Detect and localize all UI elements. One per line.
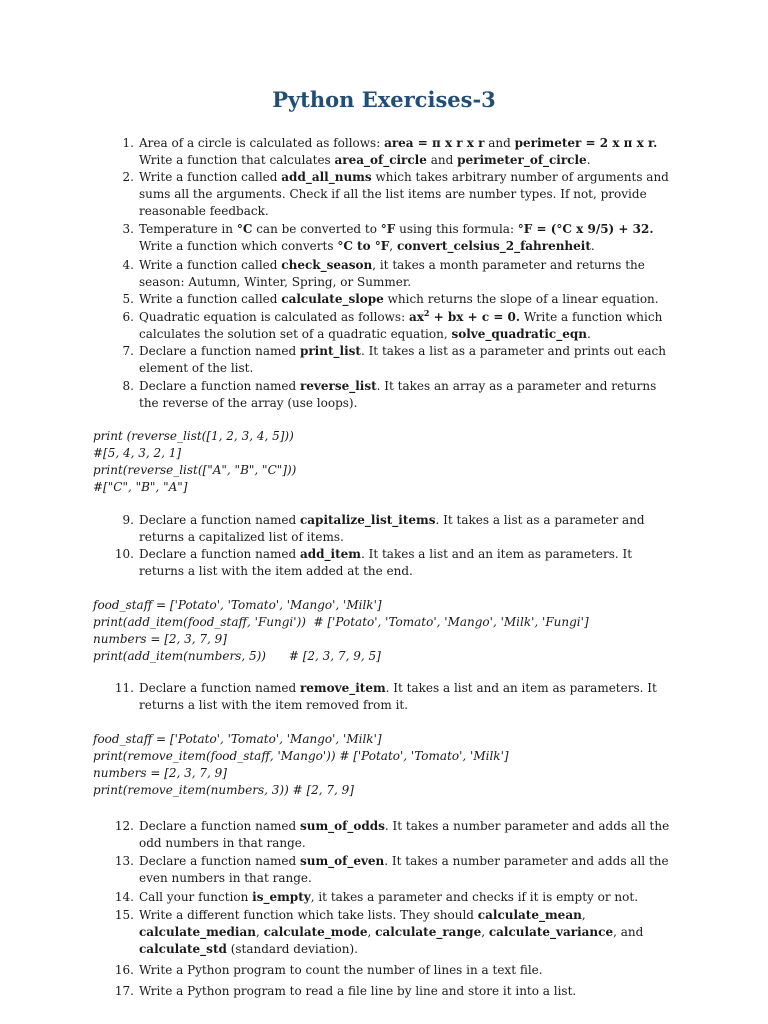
item-text: Temperature in °C can be converted to °F using this formula: °F = (°C x 9/5) + 32. Write a function which converts °C to °F, convert_celsius_2_fahrenheit. (139, 222, 654, 253)
exercise-item (108, 378, 678, 412)
code-line: print(add_item(numbers, 5)) # [2, 3, 7, 9, 5] (93, 649, 381, 663)
exercise-item (108, 546, 678, 580)
exercise-item (108, 135, 678, 169)
item-text: Declare a function named reverse_list. It takes an array as a parameter and returns the reverse of the array (use loops). (139, 379, 657, 410)
item-number: 15. (114, 908, 134, 922)
item-number: 5. (122, 292, 134, 306)
item-text: Write a function called calculate_slope which returns the slope of a linear equation. (139, 292, 659, 306)
code-line: print(add_item(food_staff, 'Fungi')) # ['Potato', 'Tomato', 'Mango', 'Milk', 'Fungi'] (93, 615, 589, 629)
item-text: Quadratic equation is calculated as follows: $ax^2$ + bx + c = 0. Write a function which calculates the solution set of a quadratic equation, solve_quadratic_eqn. (139, 308, 663, 341)
item-number: 17. (114, 984, 134, 998)
item-number: 16. (114, 963, 134, 977)
code-example (93, 731, 509, 799)
exercise-item (108, 962, 678, 979)
item-number: 13. (114, 854, 134, 868)
exercise-item (108, 680, 678, 714)
exercise-item (108, 169, 678, 220)
code-line: #[5, 4, 3, 2, 1] (93, 446, 182, 460)
item-text: Declare a function named add_item. It takes a list and an item as parameters. It returns a list with the item added at the end. (139, 547, 633, 578)
exercise-item (108, 257, 678, 291)
exercise-item (108, 907, 678, 958)
code-line: numbers = [2, 3, 7, 9] (93, 766, 227, 780)
item-text: Write a function called add_all_nums which takes arbitrary number of arguments and sums all the arguments. Check if all the list items are number types. If not, provide reasonable feedback. (139, 170, 669, 218)
item-text: Write a function called check_season, it takes a month parameter and returns the season: Autumn, Winter, Spring, or Summer. (139, 258, 645, 289)
item-number: 10. (114, 547, 134, 561)
item-number: 14. (114, 890, 134, 904)
exercise-item (108, 309, 678, 343)
item-number: 1. (122, 136, 134, 150)
item-text: Declare a function named print_list. It takes a list as a parameter and prints out each element of the list. (139, 344, 666, 375)
exercise-item (108, 983, 678, 1000)
exercise-item (108, 818, 678, 852)
code-line: print(remove_item(food_staff, 'Mango')) # ['Potato', 'Tomato', 'Milk'] (93, 749, 509, 763)
page-title: Python Exercises-3 (272, 87, 496, 112)
exercise-item (108, 291, 678, 308)
code-line: #["C", "B", "A"] (93, 480, 188, 494)
item-text: Write a Python program to count the number of lines in a text file. (139, 963, 543, 977)
item-number: 8. (122, 379, 134, 393)
item-number: 9. (122, 513, 134, 527)
code-line: numbers = [2, 3, 7, 9] (93, 632, 227, 646)
item-text: Write a different function which take lists. They should calculate_mean, calculate_median, calculate_mode, calculate_range, calculate_variance, and calculate_std (standard deviation). (139, 908, 644, 956)
item-number: 11. (114, 681, 134, 695)
code-line: print(reverse_list(["A", "B", "C"])) (93, 463, 297, 477)
code-line: print(remove_item(numbers, 3)) # [2, 7, 9] (93, 783, 354, 797)
exercise-item (108, 221, 678, 255)
item-number: 4. (122, 258, 134, 272)
item-number: 6. (122, 310, 134, 324)
item-number: 12. (114, 819, 134, 833)
code-line: food_staff = ['Potato', 'Tomato', 'Mango', 'Milk'] (93, 598, 382, 612)
code-example (93, 428, 296, 496)
code-line: print (reverse_list([1, 2, 3, 4, 5])) (93, 429, 294, 443)
code-example (93, 597, 589, 665)
item-text: Write a Python program to read a file line by line and store it into a list. (139, 984, 577, 998)
item-text: Call your function is_empty, it takes a parameter and checks if it is empty or not. (139, 890, 639, 904)
item-text: Declare a function named capitalize_list_items. It takes a list as a parameter and returns a capitalized list of items. (139, 513, 645, 544)
item-text: Declare a function named remove_item. It takes a list and an item as parameters. It returns a list with the item removed from it. (139, 681, 657, 712)
item-text: Area of a circle is calculated as follows: area = π x r x r and perimeter = 2 x π x r. Write a function that calculates area_of_circle and perimeter_of_circle. (139, 136, 658, 167)
item-number: 2. (122, 170, 134, 184)
exercise-item (108, 853, 678, 887)
exercise-item (108, 343, 678, 377)
item-text: Declare a function named sum_of_even. It takes a number parameter and adds all the even numbers in that range. (139, 854, 669, 885)
exercise-item (108, 889, 678, 906)
item-number: 3. (122, 222, 134, 236)
item-text: Declare a function named sum_of_odds. It takes a number parameter and adds all the odd numbers in that range. (139, 819, 670, 850)
code-line: food_staff = ['Potato', 'Tomato', 'Mango', 'Milk'] (93, 732, 382, 746)
exercise-item (108, 512, 678, 546)
item-number: 7. (122, 344, 134, 358)
